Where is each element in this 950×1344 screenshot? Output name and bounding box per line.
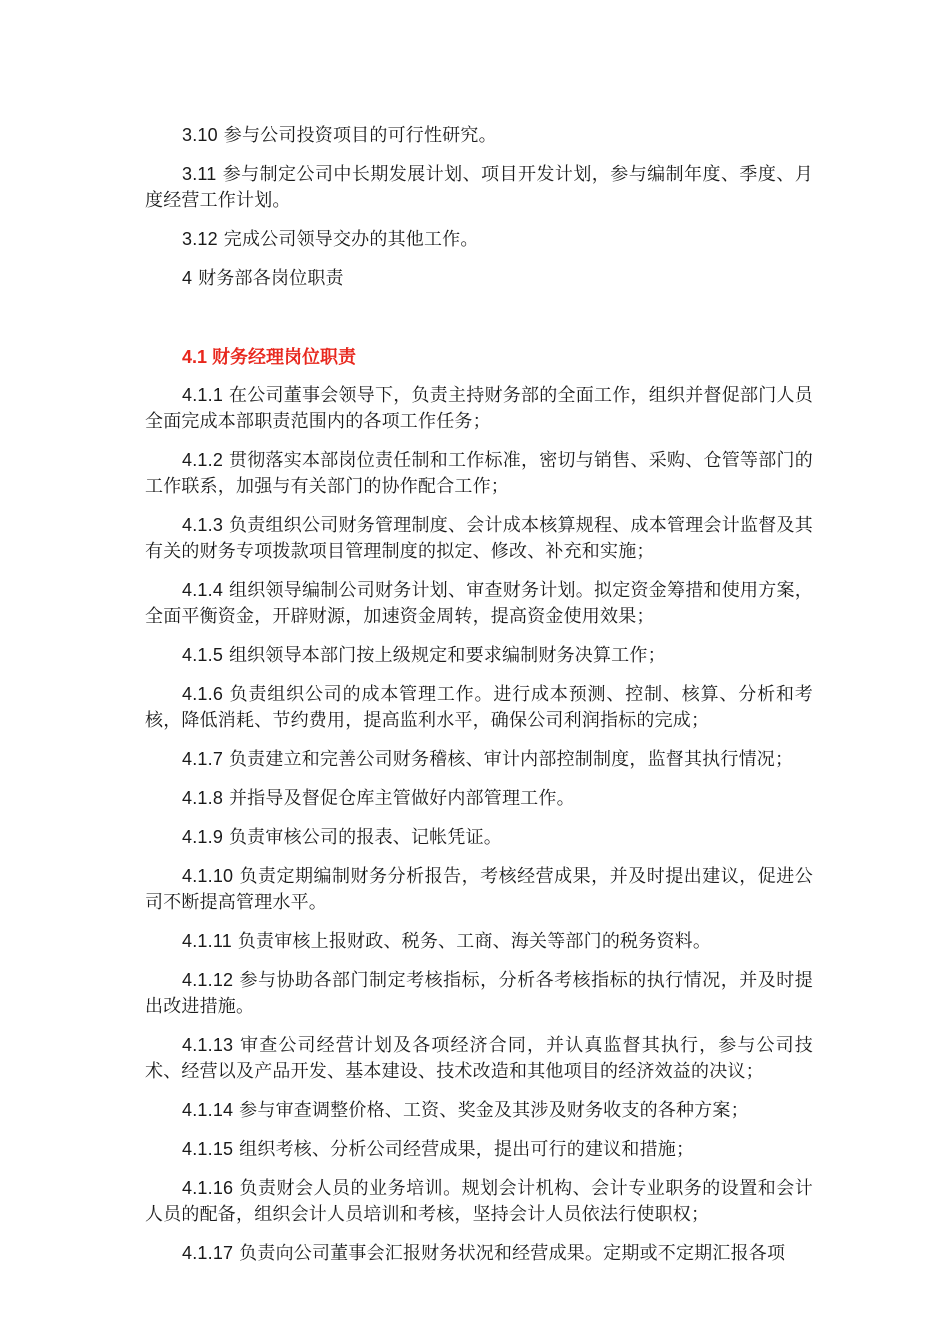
paragraph-text: 贯彻落实本部岗位责任制和工作标准，密切与销售、采购、仓管等部门的工作联系，加强与有关部门的协作配合工作； bbox=[145, 450, 814, 497]
paragraph bbox=[145, 746, 813, 773]
paragraph-number: 4.1.2 bbox=[182, 450, 224, 470]
paragraph-text: 并指导及督促仓库主管做好内部管理工作。 bbox=[228, 788, 575, 809]
paragraph-number: 4.1.4 bbox=[182, 580, 224, 600]
document-page bbox=[145, 122, 813, 1279]
paragraph-text: 组织考核、分析公司经营成果，提出可行的建议和措施； bbox=[239, 1139, 695, 1160]
paragraph-number: 4.1.1 bbox=[182, 385, 224, 405]
paragraph-number: 3.11 bbox=[182, 164, 217, 184]
paragraph-text: 参与审查调整价格、工资、奖金及其涉及财务收支的各种方案； bbox=[239, 1100, 749, 1121]
paragraph-text: 负责定期编制财务分析报告，考核经营成果，并及时提出建议，促进公司不断提高管理水平。 bbox=[145, 866, 813, 913]
paragraph bbox=[145, 785, 813, 812]
paragraph bbox=[145, 863, 813, 916]
section-heading: 4.1 财务经理岗位职责 bbox=[182, 347, 357, 367]
paragraph bbox=[145, 512, 813, 565]
paragraph-text: 负责组织公司财务管理制度、会计成本核算规程、成本管理会计监督及其有关的财务专项拨款项目管理制度的拟定、修改、补充和实施； bbox=[145, 515, 814, 562]
paragraph-number: 4.1.16 bbox=[182, 1178, 234, 1198]
paragraph-text: 参与制定公司中长期发展计划、项目开发计划，参与编制年度、季度、月度经营工作计划。 bbox=[145, 164, 814, 211]
paragraph-number: 4.1.8 bbox=[182, 788, 224, 808]
paragraph-number: 4.1.11 bbox=[182, 931, 232, 951]
paragraph-text: 组织领导编制公司财务计划、审查财务计划。拟定资金筹措和使用方案，全面平衡资金，开辟财源，加速资金周转，提高资金使用效果； bbox=[145, 580, 814, 627]
paragraph bbox=[145, 1175, 813, 1228]
paragraph-text: 负责建立和完善公司财务稽核、审计内部控制制度，监督其执行情况； bbox=[228, 749, 794, 770]
paragraph-number: 4.1.3 bbox=[182, 515, 224, 535]
paragraph-text: 负责组织公司的成本管理工作。进行成本预测、控制、核算、分析和考核，降低消耗、节约费用，提高监利水平，确保公司利润指标的完成； bbox=[145, 684, 813, 731]
paragraph bbox=[145, 382, 813, 435]
paragraph-text: 完成公司领导交办的其他工作。 bbox=[223, 229, 479, 250]
paragraph bbox=[145, 1136, 813, 1163]
paragraph bbox=[145, 265, 813, 292]
paragraph-text: 负责审核公司的报表、记帐凭证。 bbox=[228, 827, 502, 848]
paragraph-number: 4.1.5 bbox=[182, 645, 224, 665]
paragraph-text: 负责财会人员的业务培训。规划会计机构、会计专业职务的设置和会计人员的配备，组织会计人员培训和考核，坚持会计人员依法行使职权； bbox=[145, 1178, 813, 1225]
paragraph bbox=[145, 681, 813, 734]
paragraph bbox=[145, 161, 813, 214]
paragraph bbox=[145, 1240, 813, 1267]
paragraph-number: 4.1.15 bbox=[182, 1139, 234, 1159]
paragraph-number: 4.1.9 bbox=[182, 827, 224, 847]
paragraph bbox=[145, 967, 813, 1020]
section-spacer bbox=[145, 304, 813, 344]
paragraph-text: 在公司董事会领导下，负责主持财务部的全面工作，组织并督促部门人员全面完成本部职责范围内的各项工作任务； bbox=[145, 385, 814, 432]
paragraph-text: 财务部各岗位职责 bbox=[198, 268, 344, 289]
paragraph-text: 负责向公司董事会汇报财务状况和经营成果。定期或不定期汇报各项 bbox=[239, 1243, 786, 1264]
paragraph bbox=[145, 824, 813, 851]
paragraph-number: 4.1.14 bbox=[182, 1100, 234, 1120]
paragraph-number: 3.12 bbox=[182, 229, 218, 249]
paragraph-number: 4 bbox=[182, 268, 193, 288]
paragraph-text: 组织领导本部门按上级规定和要求编制财务决算工作； bbox=[228, 645, 666, 666]
paragraph-number: 4.1.7 bbox=[182, 749, 224, 769]
paragraph bbox=[145, 226, 813, 253]
paragraph-number: 4.1.6 bbox=[182, 684, 224, 704]
paragraph bbox=[145, 122, 813, 149]
paragraph-number: 4.1.12 bbox=[182, 970, 234, 990]
paragraph bbox=[145, 447, 813, 500]
paragraph bbox=[145, 577, 813, 630]
paragraph-number: 4.1.17 bbox=[182, 1243, 234, 1263]
paragraph-number: 4.1.10 bbox=[182, 866, 234, 886]
main-paragraphs bbox=[145, 382, 813, 1267]
paragraph-text: 参与协助各部门制定考核指标，分析各考核指标的执行情况，并及时提出改进措施。 bbox=[145, 970, 813, 1017]
paragraph bbox=[145, 1032, 813, 1085]
paragraph-text: 参与公司投资项目的可行性研究。 bbox=[223, 125, 497, 146]
paragraph-text: 负责审核上报财政、税务、工商、海关等部门的税务资料。 bbox=[237, 931, 712, 952]
paragraph bbox=[145, 928, 813, 955]
paragraph bbox=[145, 642, 813, 669]
top-paragraphs bbox=[145, 122, 813, 292]
paragraph-text: 审查公司经营计划及各项经济合同，并认真监督其执行，参与公司技术、经营以及产品开发、基本建设、技术改造和其他项目的经济效益的决议； bbox=[145, 1035, 814, 1082]
paragraph-number: 4.1.13 bbox=[182, 1035, 234, 1055]
paragraph bbox=[145, 1097, 813, 1124]
paragraph-number: 3.10 bbox=[182, 125, 218, 145]
